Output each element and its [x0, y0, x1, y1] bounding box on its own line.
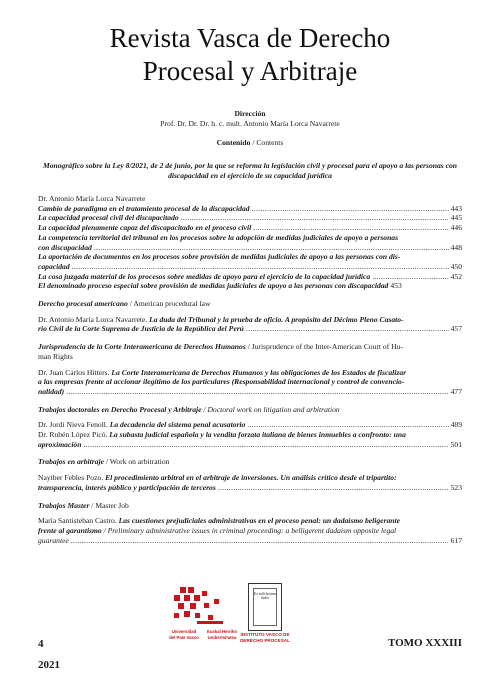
section-title-en: / Jurisprudence of the Inter-American Court of Hu-	[245, 342, 403, 352]
section-heading-arbitration	[38, 457, 462, 467]
section-title-es: Jurisprudencia de la Corte Interamericana de Derechos Humanos	[38, 342, 246, 352]
toc-entry[interactable]	[38, 272, 462, 282]
toc-entry-page: 489	[450, 420, 462, 430]
toc-entry-title-en: / Preliminary administrative issues in criminal proceeding: a belligerent dadaism opposite legal	[101, 525, 397, 535]
toc-entry-title-cont: capacidad	[38, 261, 70, 271]
toc-entry[interactable]	[38, 233, 462, 252]
toc-entry-page: 523	[450, 482, 462, 492]
toc-entry[interactable]	[38, 368, 462, 397]
toc-entry-title-cont: transparencia, interés público y participación de terceros	[38, 482, 216, 492]
ivdp-label: INSTITUTO VASCO DE DERECHO PROCESAL	[240, 632, 290, 643]
toc-entry-title: Las cuestiones prejudiciales administrativas en el proceso penal: un dadaísmo beligerante	[118, 516, 400, 526]
toc-entry[interactable]	[38, 281, 462, 291]
toc-entry-title: La decadencia del sistema penal acusatorio	[109, 420, 246, 430]
toc-entry-author: María Santisteban Castro.	[38, 516, 117, 526]
volume-label: TOMO XXXIII	[387, 637, 462, 649]
ivdp-book-logo-icon	[248, 583, 282, 631]
toc-entry-author: Dr. Antonio María Lorca Navarrete.	[38, 314, 148, 324]
toc-entry-title: El denominado proceso especial sobre provisión de medidas judiciales de apoyo a las personas con discapacidad	[38, 281, 389, 291]
toc-entry[interactable]	[38, 315, 462, 334]
section-title-es: Trabajos en arbitraje	[38, 457, 104, 467]
toc-entry-page: 452	[450, 271, 462, 281]
toc-entry-title: El procedimiento arbitral en el arbitraje de inversiones. Un análisis crítico desde el tripartito:	[105, 473, 397, 483]
toc-entry-page: 617	[450, 535, 462, 545]
contents-label-en: / Contents	[250, 138, 284, 147]
toc-entry-title-cont: aproximación	[38, 439, 82, 449]
toc-author: Dr. Antonio María Lorca Navarrete	[38, 194, 146, 203]
toc-entry-page: 453	[390, 281, 402, 291]
toc-entry-title: La competencia territorial del tribunal en los procesos sobre la adopción de medidas judiciales de apoyo a personas	[38, 232, 399, 242]
toc-entry-title: La subasta judicial española y la vendita forzata italiana de bienes inmuebles a confronto: una	[109, 430, 406, 440]
toc-entry-title: La Corte Interamericana de Derechos Humanos y las obligaciones de los Estados de fiscalizar	[111, 367, 407, 377]
toc-entry[interactable]	[38, 420, 462, 430]
section-heading-doctoral-work	[38, 405, 462, 415]
toc-entry[interactable]	[38, 204, 462, 214]
toc-entry-title-en-cont: guarantee	[38, 535, 69, 545]
toc-entry-page: 446	[450, 223, 462, 233]
toc-entry-page: 445	[450, 213, 462, 223]
section-title-en: / Master Job	[89, 500, 129, 510]
toc-entry[interactable]	[38, 516, 462, 545]
upv-label: Universidad del País Vasco	[169, 629, 199, 640]
direccion-block	[0, 109, 500, 129]
toc-entry[interactable]	[38, 252, 462, 271]
section-title-en: / Doctoral work on litigation and arbitration	[201, 404, 340, 414]
toc-entry[interactable]	[38, 213, 462, 223]
ehu-label: Euskal Herriko Unibertsitatea	[206, 629, 238, 640]
journal-title	[0, 22, 500, 88]
toc-entry-title-cont: a las empresas frente al accionar ilegítimo de los particulares (Responsabilidad internacional y control de convencio-	[38, 377, 405, 387]
table-of-contents	[38, 194, 462, 545]
toc-entry-author: Dr. Rubén López Picó.	[38, 430, 108, 440]
section-title-en: / Work on arbitration	[103, 457, 170, 467]
section-heading-master	[38, 501, 462, 511]
direccion-label: Dirección	[234, 109, 266, 118]
toc-entry-page: 457	[450, 324, 462, 334]
section-heading-american-law	[38, 299, 462, 309]
toc-entry[interactable]	[38, 223, 462, 233]
issue-number: 4	[38, 638, 44, 650]
toc-entry-author: Nayiber Febles Pozo.	[38, 473, 104, 483]
toc-entry-title-cont: rio Civil de la Corte Suprema de Justicia de la República del Perú	[38, 324, 244, 334]
journal-title-line2: Procesal y Arbitraje	[142, 56, 358, 86]
contenido-label: Contenido	[216, 138, 251, 147]
toc-entry-title: La aportación de documentos en los procesos sobre provisión de medidas judiciales de apoyo a las personas con dis-	[38, 252, 401, 262]
toc-entry-title-cont: frente al garantismo	[38, 525, 102, 535]
toc-entry-author: Dr. Juan Carlos Hitters.	[38, 367, 110, 377]
toc-entry-page: 448	[450, 242, 462, 252]
section-title-es: Trabajos doctorales en Derecho Procesal y Arbitraje	[38, 404, 202, 414]
issue-year: 2021	[38, 659, 60, 671]
toc-entry-title: Cambio de paradigma en el tratamiento procesal de la discapacidad	[38, 203, 250, 213]
contents-heading	[0, 138, 500, 148]
toc-entry[interactable]	[38, 430, 462, 449]
toc-entry-page: 477	[450, 386, 462, 396]
upv-ehu-logo-icon	[164, 585, 228, 629]
section-title-en-cont: man Rights	[38, 351, 73, 361]
monografico-heading: Monográfico sobre la Ley 8/2021, de 2 de junio, por la que se reforma la legislación civil y procesal para el apoyo a las personas con discapacidad en el ejercicio de su capacidad jurídica	[42, 161, 458, 180]
toc-entry-title: La cosa juzgada material de los procesos sobre medidas de apoyo para el ejercicio de la capacidad jurídica	[38, 271, 371, 281]
toc-entry-title-cont: nalidad)	[38, 386, 65, 396]
toc-entry-title: La duda del Tribunal y la prueba de oficio. A propósito del Décimo Pleno Casato-	[149, 314, 404, 324]
direccion-name: Prof. Dr. Dr. Dr. h. c. mult. Antonio María Lorca Navarrete	[160, 119, 340, 128]
toc-entry-page: 443	[450, 203, 462, 213]
toc-entry-author: Dr. Jordi Nieva Fenoll.	[38, 420, 108, 430]
toc-entry-title: La capacidad plenamente capaz del discapacitado en el proceso civil	[38, 223, 252, 233]
toc-entry[interactable]	[38, 473, 462, 492]
section-heading-inter-american-court	[38, 342, 462, 361]
journal-title-line1: Revista Vasca de Derecho	[109, 23, 391, 53]
toc-entry-title-cont: con discapacidad	[38, 242, 92, 252]
section-title-es: Derecho procesal americano	[38, 299, 128, 309]
section-title-es: Trabajos Master	[38, 500, 90, 510]
toc-entry-title: La capacidad procesal civil del discapacitado	[38, 213, 179, 223]
toc-entry-page: 450	[450, 261, 462, 271]
book-logo-text: Ex mili hostem dulce	[253, 588, 277, 626]
section-title-en: / American procedural law	[127, 299, 211, 309]
toc-entry-page: 501	[450, 439, 462, 449]
